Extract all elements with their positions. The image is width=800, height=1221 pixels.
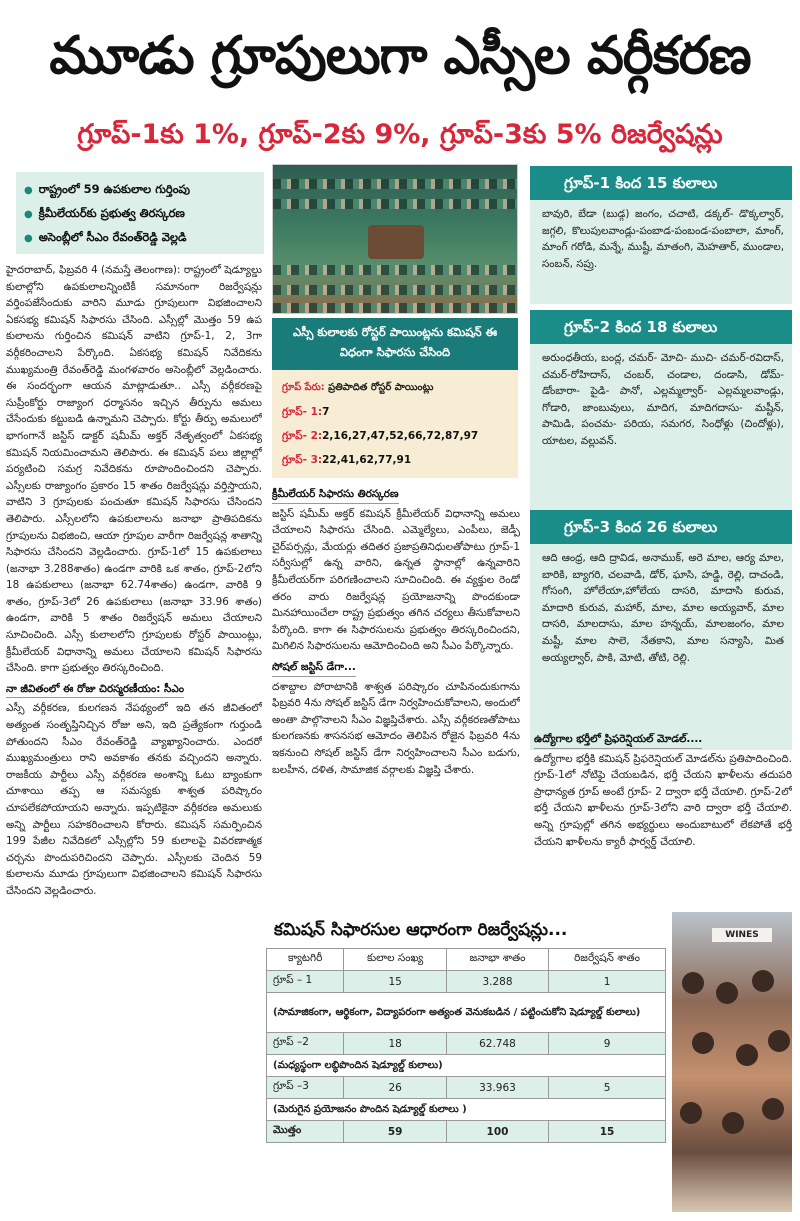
assembly-photo — [272, 164, 518, 314]
highlights-box — [16, 172, 264, 254]
group-2-box — [530, 310, 792, 512]
roster-header-label: గ్రూప్‌ పేరు: — [282, 382, 325, 393]
table-cell: 1 — [549, 971, 666, 993]
roster-header-value: ప్రతిపాదిత రోస్టర్‌ పాయింట్లు — [328, 382, 434, 393]
table-note: (మధ్యస్థంగా లబ్ధిపొందిన షెడ్యూల్డ్‌ కులాలు) — [267, 1055, 666, 1077]
table-note-row — [267, 1055, 666, 1077]
group-title: గ్రూప్‌-2 కింద 18 కులాలు — [530, 310, 792, 344]
table-cell: గ్రూప్‌ –3 — [267, 1077, 344, 1099]
roster-group-value: 7 — [322, 406, 330, 418]
table-note: (మెరుగైన ప్రయోజనం పొందిన షెడ్యూల్డ్‌ కులాలు ) — [267, 1099, 666, 1121]
article-paragraph: దశాబ్దాల పోరాటానికి శాశ్వత పరిష్కారం చూపినందుకుగాను ఫిబ్రవరి 4ను సోషల్‌ జస్టిస్‌ డేగా నిర్వహించుకోవాలని, అందులో అంతా పాల్గొనాలని సీఎం విజ్ఞప్తిచేశారు. ఎస్సీ వర్గీకరణతోపాటు కులగణనకు శాసనసభ ఆమోదం తెలిపిన రోజైన ఫిబ్రవరి 4ను ఇకనుంచి సోషల్‌ జస్టిస్‌ డేగా నిర్వహించాలని సీఎం బడుగు, బలహీన, దళిత, సామాజిక వర్గాలకు విజ్ఞప్తి చేశారు. — [272, 680, 520, 776]
reservation-table-box — [266, 912, 666, 1212]
table-row — [267, 971, 666, 993]
roster-group-label: గ్రూప్‌- 3: — [282, 454, 323, 466]
table-cell: 33.963 — [446, 1077, 548, 1099]
section-subheading: నా జీవితంలో ఈ రోజు చిరస్మరణీయం: సీఎం — [6, 681, 184, 699]
section-subheading: ఉద్యోగాల భర్తీలో ప్రిఫరెన్షియల్‌ మోడల్‌.... — [534, 731, 702, 749]
table-cell: గ్రూప్‌ – 1 — [267, 971, 344, 993]
table-header: రిజర్వేషన్‌ శాతం — [549, 949, 666, 971]
table-cell: 9 — [549, 1033, 666, 1055]
roster-group-value: 2,16,27,47,52,66,72,87,97 — [322, 430, 479, 442]
table-header-row — [267, 949, 666, 971]
table-cell: 59 — [344, 1121, 447, 1143]
table-header: కులాల సంఖ్య — [344, 949, 447, 971]
article-paragraph: ఎస్సీ వర్గీకరణ, కులగణన నేపథ్యంలో ఇది తన జీవితంలో అత్యంత సంతృప్తినిచ్చిన రోజు అని, ఇది ప్రత్యేకంగా గుర్తుండి పోతుందని సీఎం రేవంత్‌రెడ్డి వ్యాఖ్యానించారు. ఎందరో ముఖ్యమంత్రులు రాని అవకాశం తనకు వచ్చిందని అన్నారు. రాజకీయ పార్టీలు ఎస్సీ వర్గీకరణ అంశాన్ని ఓటు బ్యాంకుగా చూశాయి తప్ప ఆ సమస్యకు శాశ్వత పరిష్కారం చూపలేకపోయాయని అన్నారు. ఇప్పటికైనా వర్గీకరణ అమలుకు అన్ని పార్టీలు సహకరించాలని కోరారు. కమిషన్‌ సమర్పించిన 199 పేజీల నివేదికలో ఎస్సీల్లోని 59 కులాలపై వివరణాత్మక చర్చను పొందుపరిచిందని చెప్పారు. ఎస్సీలకు చెందిన 59 కులాలను మూడు గ్రూపులుగా విభజించాలని కమిషన్‌ సిఫారసు చేసిందని వెల్లడించారు. — [6, 702, 262, 897]
group-castes: ఆది ఆంధ్ర, ఆది ద్రావిడ, అనాముక్‌, అరె మాల, ఆర్య మాల, బారికి, బ్యాగరి, చలవాడి, డోర్‌, ఘాసి, హడ్డి, రెల్లి, దాచండి, గోసంగి, హోలేయా,హోలేయ దాసరి, మాదాసి కురువ, మాదారి కురువ, మహార్‌, మాల, మాల అయ్యవార్‌, మాల దాసరి, మాలదాసు, మాల హన్నయ్‌, మాలజంగం, మాల మష్టీ, మాల సాలె, నేతకాని, మాల సన్యాసి, మిత అయ్యల్వార్‌, పాకి, మోటి, తోటి, రెల్లి. — [530, 544, 792, 750]
table-cell: 26 — [344, 1077, 447, 1099]
group-1-box — [530, 166, 792, 304]
section-subheading: క్రీమీలేయర్‌ సిఫారసు తిరస్కరణ — [272, 486, 399, 504]
table-cell: 100 — [446, 1121, 548, 1143]
table-note: (సామాజికంగా, ఆర్థికంగా, విద్యాపరంగా అత్యంత వెనుకబడిన / పట్టించుకోని షెడ్యూల్డ్‌ కులాలు) — [267, 993, 666, 1033]
group-title: గ్రూప్‌-1 కింద 15 కులాలు — [530, 166, 792, 200]
table-note-row — [267, 1099, 666, 1121]
table-cell: గ్రూప్‌ –2 — [267, 1033, 344, 1055]
table-header: క్యాటగిరీ — [267, 949, 344, 971]
group-castes: అరుంధతీయ, బంద్ల, చమర్‌- మోచి- ముచి- చమర్‌-రవిదాస్‌, చమర్‌-రోహిదాస్‌, చంబర్‌, చండాల, దండాసి, డోమ్‌- డోంబారా- పైడి- పానో, ఎల్లమ్మల్వార్‌- ఎల్లమ్మలవాండ్లు, గోడారి, జాంబువులు, మాదిగ, మాదిగదాసు- మష్టీన్‌, పామిడి, పంచమ- పరియ, సమగర, సింధోళ్లు (చిందోళ్లు), యాటల, వల్లువన్‌. — [530, 344, 792, 512]
section-subheading: సోషల్‌ జస్టిస్‌ డేగా... — [272, 659, 356, 677]
article-paragraph: హైదరాబాద్‌, ఫిబ్రవరి 4 (నమస్తే తెలంగాణ): రాష్ట్రంలో షెడ్యూల్డు కులాల్లోని ఉపకులాలన్నింటికీ సమానంగా రిజర్వేషన్లు వర్తింపజేసేందుకు వారిని మూడు గ్రూపులుగా విభజించాలని ఏకసభ్య కమిషన్‌ సిఫారసు చేసింది. ఎస్సీల్లో మొత్తం 59 ఉప కులాలను గుర్తించిన కమిషన్‌ వాటిని గ్రూప్‌-1, 2, 3గా వర్గీకరించాలని పేర్కొంది. ఏకసభ్య కమిషన్‌ నివేదికను ముఖ్యమంత్రి రేవంత్‌రెడ్డి మంగళవారం అసెంబ్లీలో వెల్లడించారు. ఈ సందర్భంగా ఆయన మాట్లాడుతూ.. ఎస్సీ వర్గీకరణపై సుప్రీంకోర్టు రాజ్యాంగ ధర్మాసనం ఇచ్చిన తీర్పును అమలు చేసేందుకు కట్టుబడి ఉన్నామని చెప్పారు. కోర్టు తీర్పు అమలులో భాగంగానే జస్టిస్‌ డాక్టర్‌ షమీమ్‌ అక్తర్‌ నేతృత్వంలో ఏకసభ్య కమిషన్‌ నియమించామని తెలిపారు. ఈ కమిషన్‌ పలు జిల్లాల్లో పర్యటించి సమగ్ర నివేదికను రూపొందించిందని చెప్పారు. ఎస్సీలకు రాజ్యాంగం ప్రకారం 15 శాతం రిజర్వేషన్లు వర్తిస్తాయని, వాటిని 3 గ్రూపులకు పంచుతూ కమిషన్‌ సిఫారసు చేసిందని తెలిపారు. ఎస్సీలలోని ఉపకులాలను జనాభా ప్రాతిపదికను గ్రూపులను విభజించి, ఆయా గ్రూపుల వారీగా రిజర్వేషన్ల శాతాన్ని సిఫారసు చేసిందని వెల్లడించారు. గ్రూప్‌-1లో 15 ఉపకులాలు (జనాభా 3.288శాతం) ఉండగా వారికి ఒక శాతం, గ్రూప్‌-2లోని 18 ఉపకులాలు (జనాభా 62.74శాతం) ఉండగా, వారికి 9 శాతం, గ్రూప్‌-3లో 26 ఉపకులాలు (జనాభా 33.96 శాతం) ఉండగా, వారికి 5 శాతం రిజర్వేషన్‌ అమలు చేయాలని సూచించింది. ఎస్సీ కులాలలోని గ్రూపులకు రోస్టర్‌ పాయింట్లు, క్రీమీలేయర్‌ విధానాన్ని అమలు చేయాలని కమిషన్‌ సిఫారసు చేసింది. కాగా ప్రభుత్వం తిరస్కరించింది. — [6, 264, 262, 675]
roster-group-label: గ్రూప్‌- 1: — [282, 406, 323, 418]
roster-group-value: 22,41,62,77,91 — [322, 454, 412, 466]
article-paragraph: ఉద్యోగాల భర్తీకి కమిషన్‌ ప్రిఫరెన్షియల్‌ మోడల్‌ను ప్రతిపాదించింది. గ్రూప్‌-1లో నోటిఫై చేయబడిన, భర్తీ చేయని ఖాళీలను తదుపరి ప్రాధాన్యత గ్రూప్‌ అంటే గ్రూప్‌- 2 ద్వారా భర్తీ చేయాలి. గ్రూప్‌-2లో భర్తీ చేయని ఖాళీలను గ్రూప్‌-3లోని వారి ద్వారా భర్తీ చేయాలి. అన్ని గ్రూపుల్లో తగిన అభ్యర్థులు అందుబాటులో లేకపోతే భర్తీ చేయని ఖాళీలను క్యారీ ఫార్వర్డ్‌ చేయాలి. — [534, 752, 792, 848]
table-cell: 62.748 — [446, 1033, 548, 1055]
highlight-item: ● అసెంబ్లీలో సీఎం రేవంత్‌రెడ్డి వెల్లడి — [24, 226, 256, 250]
crowd-photo — [672, 912, 792, 1212]
article-column-3 — [534, 727, 792, 907]
table-cell: 15 — [549, 1121, 666, 1143]
table-cell: 18 — [344, 1033, 447, 1055]
highlight-item: ● రాష్ట్రంలో 59 ఉపకులాల గుర్తింపు — [24, 178, 256, 202]
table-row — [267, 1077, 666, 1099]
group-title: గ్రూప్‌-3 కింద 26 కులాలు — [530, 510, 792, 544]
subheadline: గ్రూప్‌-1కు 1%, గ్రూప్‌-2కు 9%, గ్రూప్‌-3కు 5% రిజర్వేషన్లు — [77, 119, 723, 150]
article-paragraph: జస్టిస్‌ షమీమ్‌ అక్తర్‌ కమిషన్‌ క్రీమీలేయర్‌ విధానాన్ని అమలు చేయాలని సిఫారసు చేసింది. ఎమ్మెల్యేలు, ఎంపీలు, జెడ్పీ చైర్‌పర్సన్లు, మేయర్లు తదితర ప్రజాప్రతినిధులతోపాటు గ్రూప్‌-1 సర్వీసుల్లో ఉన్న వారిని, ఉన్నత స్థానాల్లో ఉన్నవారిని క్రీమీలేయర్‌గా పరిగణించాలని సూచించింది. ఈ వ్యక్తుల రెండో తరం వారు రిజర్వేషన్ల ప్రయోజనాన్ని పొందకుండా మినహాయించేలా రాష్ట్ర ప్రభుత్వం తగిన చర్యలు తీసుకోవాలని పేర్కొంది. కాగా ఈ సిఫారసులను ప్రభుత్వం తిరస్కరించిందని, మిగిలిన సిఫారసులను ఆమోదించింది అని సీఎం పేర్కొన్నారు. — [272, 507, 520, 653]
table-cell: 15 — [344, 971, 447, 993]
roster-points-box — [272, 318, 518, 478]
table-row — [267, 1033, 666, 1055]
roster-group-label: గ్రూప్‌- 2: — [282, 430, 323, 442]
highlight-item: ● క్రీమీలేయర్‌కు ప్రభుత్వ తిరస్కరణ — [24, 202, 256, 226]
article-column-2 — [272, 482, 520, 918]
shop-sign: WINES — [712, 928, 772, 942]
table-header: జనాభా శాతం — [446, 949, 548, 971]
table-cell: 3.288 — [446, 971, 548, 993]
group-castes: బావురి, బేడా (బుడ్గ) జంగం, చచాటి, డక్కల్‌- డొక్కల్వార్‌, జగ్గలి, కొలుపులవాండ్లు-పంబాడ-పంబండ-పంబాలా, మాంగ్‌, మాంగ్‌ గరోడి, మన్నే, ముష్టీ, మాతంగి, మెహతార్‌, ముండాల, సంబన్‌, సప్రు. — [530, 200, 792, 304]
table-note-row — [267, 993, 666, 1033]
headline: మూడు గ్రూపులుగా ఎస్సీల వర్గీకరణ — [49, 26, 751, 86]
table-cell: 5 — [549, 1077, 666, 1099]
table-title: కమిషన్‌ సిఫారసుల ఆధారంగా రిజర్వేషన్లు... — [266, 912, 666, 948]
article-column-1 — [6, 262, 262, 912]
roster-title: ఎస్సీ కులాలకు రోస్టర్‌ పాయింట్లను కమిషన్‌ ఈ విధంగా సిఫారసు చేసింది — [272, 318, 518, 370]
reservation-table — [266, 948, 666, 1143]
table-total-row — [267, 1121, 666, 1143]
table-cell: మొత్తం — [267, 1121, 344, 1143]
group-3-box — [530, 510, 792, 750]
